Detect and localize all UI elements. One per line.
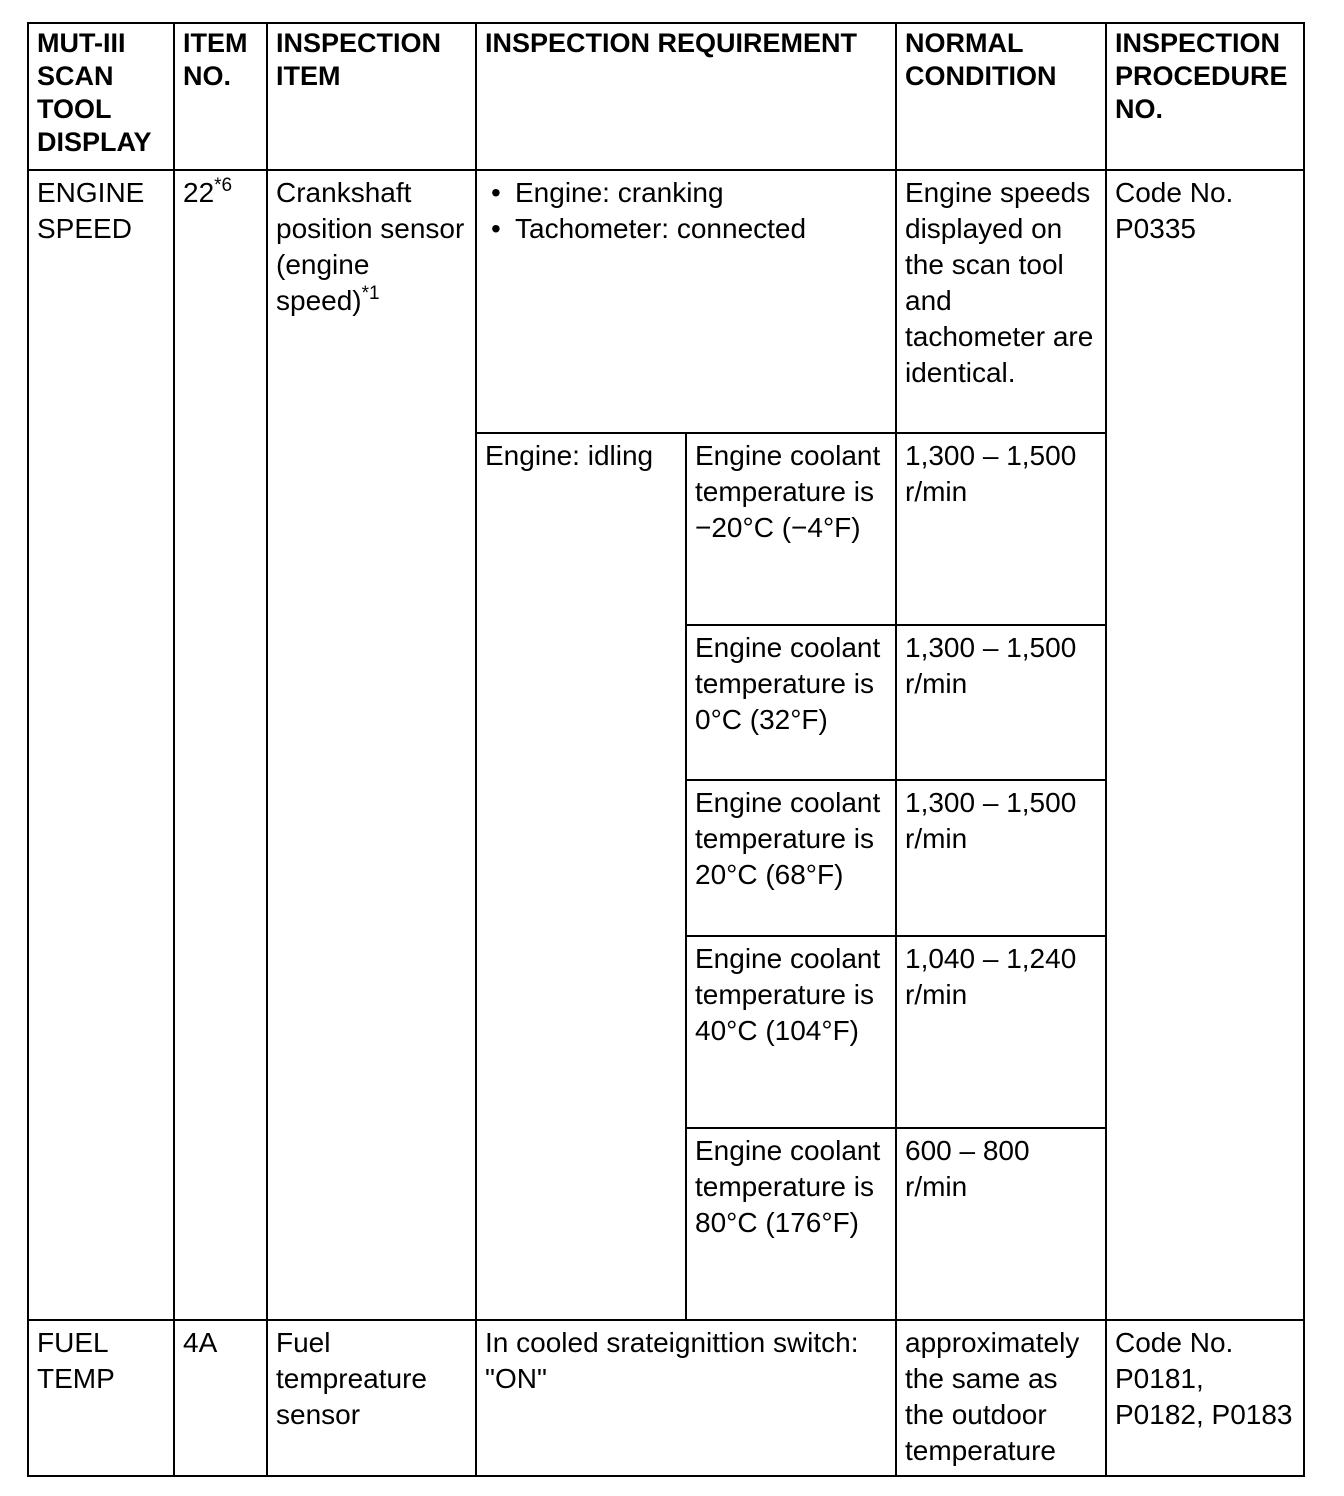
idling-normal-condition: 1,300 – 1,500 r/min: [896, 625, 1106, 780]
idling-normal-condition: 600 – 800 r/min: [896, 1128, 1106, 1320]
fuel-temp-display: FUEL TEMP: [28, 1320, 174, 1476]
inspection-item-footnote: *1: [361, 283, 380, 304]
list-item: • Tachometer: connected: [485, 211, 887, 247]
table-row-engine-speed-cranking: [28, 170, 1304, 433]
cranking-bullet-list: [485, 175, 887, 247]
idling-requirement: Engine: idling: [476, 433, 686, 1320]
header-inspection-item: INSPECTION ITEM: [267, 23, 476, 170]
idling-condition: Engine coolant temperature is 80°C (176°F): [686, 1128, 896, 1320]
idling-condition: Engine coolant temperature is 40°C (104°F): [686, 936, 896, 1128]
idling-condition: Engine coolant temperature is −20°C (−4°F): [686, 433, 896, 625]
table-row-fuel-temp: [28, 1320, 1304, 1476]
list-item: • Engine: cranking: [485, 175, 887, 211]
fuel-temp-normal-condition: approximately the same as the outdoor temperature: [896, 1320, 1106, 1476]
inspection-item-text: Crankshaft position sensor (engine speed): [276, 177, 465, 316]
header-item-no: ITEM NO.: [174, 23, 267, 170]
idling-condition: Engine coolant temperature is 20°C (68°F): [686, 780, 896, 936]
header-row: [28, 23, 1304, 170]
item-no-value: 22: [183, 177, 215, 208]
engine-speed-procedure: Code No. P0335: [1106, 170, 1304, 1320]
idling-normal-condition: 1,300 – 1,500 r/min: [896, 433, 1106, 625]
header-normal-condition: NORMAL CONDITION: [896, 23, 1106, 170]
fuel-temp-procedure: Code No. P0181, P0182, P0183: [1106, 1320, 1304, 1476]
header-requirement: INSPECTION REQUIREMENT: [476, 23, 896, 170]
idling-normal-condition: 1,300 – 1,500 r/min: [896, 780, 1106, 936]
fuel-temp-item-no: 4A: [174, 1320, 267, 1476]
item-no-footnote: *6: [214, 175, 233, 196]
engine-speed-item-no: [174, 170, 267, 1320]
engine-speed-display: ENGINE SPEED: [28, 170, 174, 1320]
idling-normal-condition: 1,040 – 1,240 r/min: [896, 936, 1106, 1128]
engine-speed-inspection-item: [267, 170, 476, 1320]
fuel-temp-inspection-item: Fuel tempreature sensor: [267, 1320, 476, 1476]
fuel-temp-requirement: In cooled srateignittion switch: "ON": [476, 1320, 896, 1476]
header-display: MUT-III SCAN TOOL DISPLAY: [28, 23, 174, 170]
header-procedure-no: INSPECTION PROCEDURE NO.: [1106, 23, 1304, 170]
idling-condition: Engine coolant temperature is 0°C (32°F): [686, 625, 896, 780]
cranking-normal-condition: Engine speeds displayed on the scan tool and tachometer are identical.: [896, 170, 1106, 433]
cranking-requirement: [476, 170, 896, 433]
inspection-table: [27, 22, 1305, 1477]
